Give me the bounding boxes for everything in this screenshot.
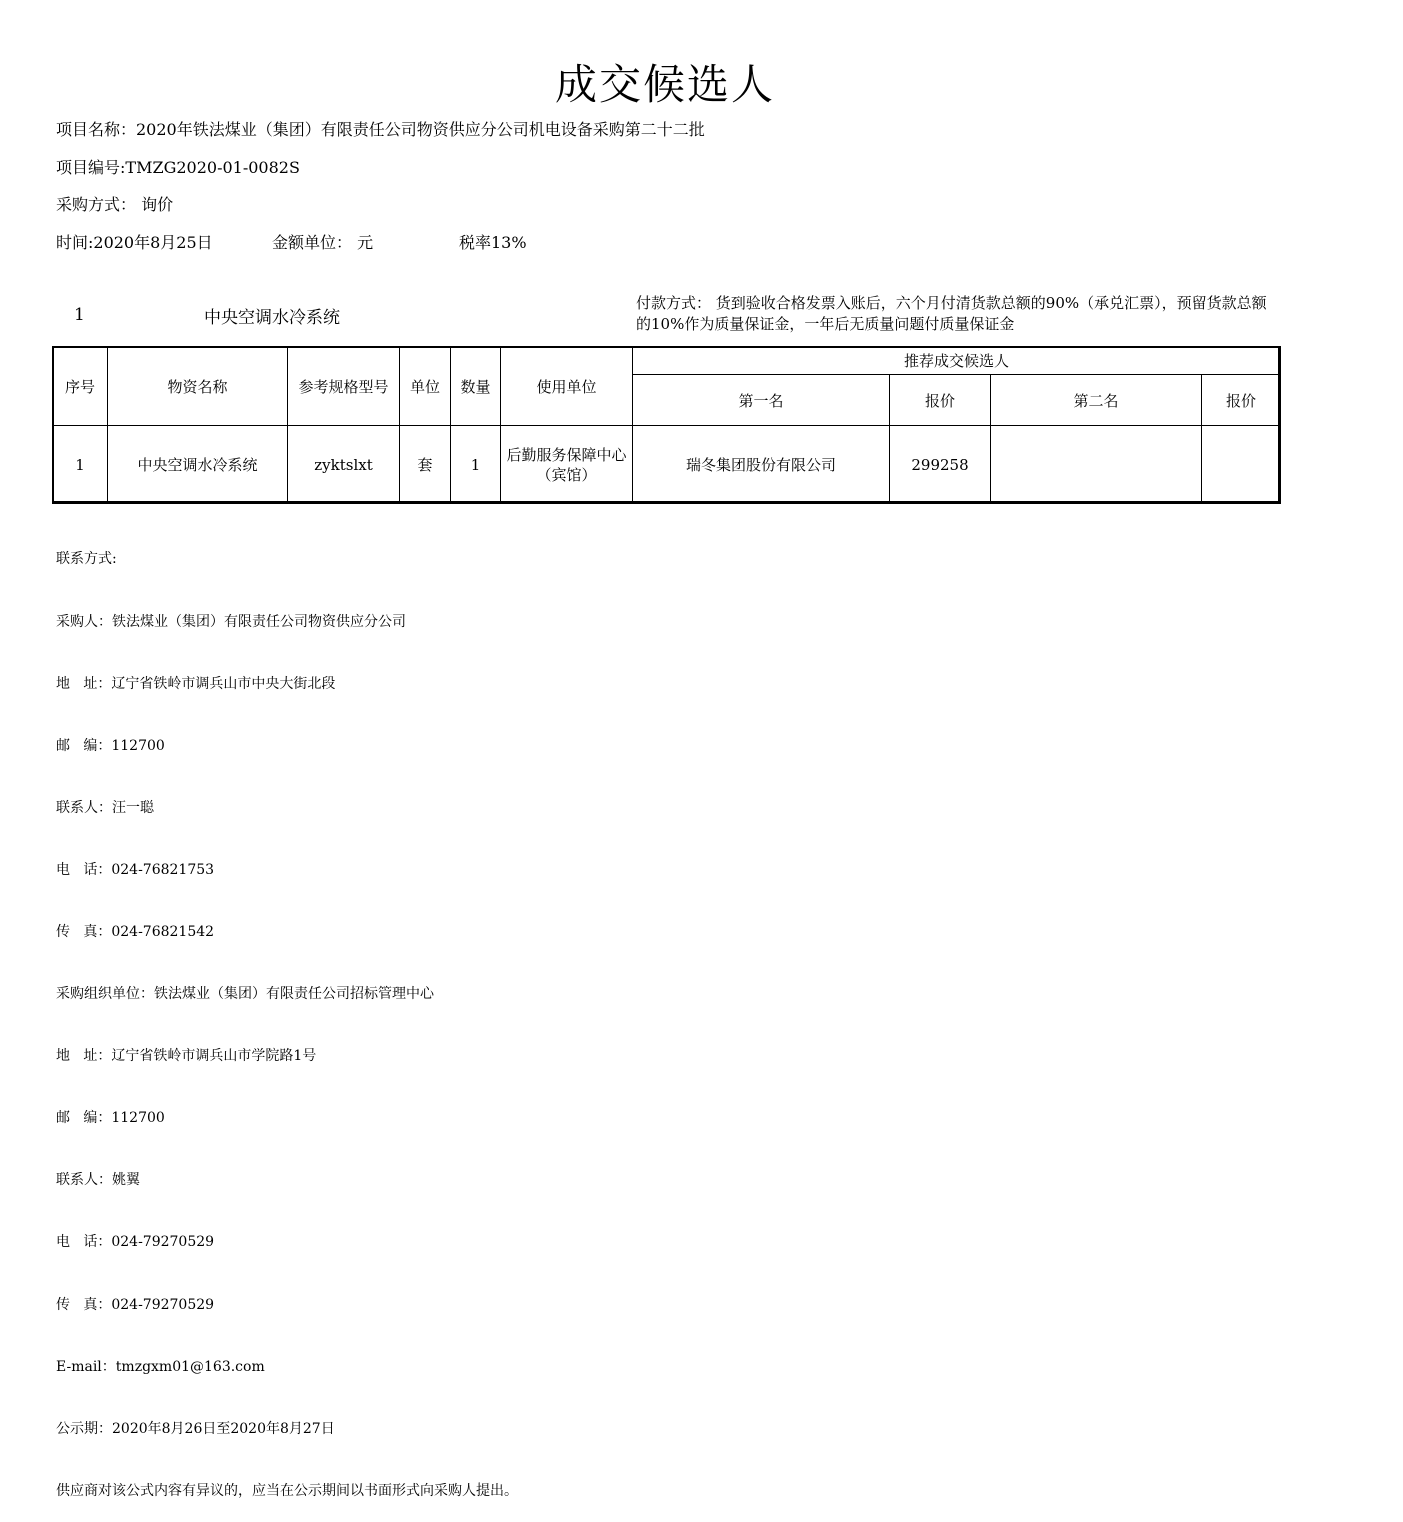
project-number: 项目编号:TMZG2020-01-0082S bbox=[56, 158, 300, 177]
agency: 采购组织单位：铁法煤业（集团）有限责任公司招标管理中心 bbox=[56, 986, 434, 1003]
cell-first: 瑞冬集团股份有限公司 bbox=[633, 426, 890, 504]
buyer: 采购人：铁法煤业（集团）有限责任公司物资供应分公司 bbox=[56, 613, 406, 630]
email: E-mail：tmzgxm01@163.com bbox=[56, 1358, 265, 1375]
contact-heading: 联系方式: bbox=[56, 551, 117, 568]
cell-user: 后勤服务保障中心（宾馆） bbox=[501, 426, 633, 504]
cell-second bbox=[991, 426, 1202, 504]
buyer-postcode: 邮 编：112700 bbox=[56, 737, 165, 754]
header-first: 第一名 bbox=[633, 375, 890, 426]
header-spec: 参考规格型号 bbox=[288, 347, 400, 426]
notice-period: 公示期：2020年8月26日至2020年8月27日 bbox=[56, 1420, 335, 1437]
header-second: 第二名 bbox=[991, 375, 1202, 426]
cell-spec: zyktslxt bbox=[288, 426, 400, 504]
payment-terms: 付款方式： 货到验收合格发票入账后，六个月付清货款总额的90%（承兑汇票），预留货款总额的10%作为质量保证金，一年后无质量问题付质量保证金 bbox=[636, 294, 1267, 333]
buyer-phone: 电 话：024-76821753 bbox=[56, 861, 215, 878]
agency-contact: 联系人：姚翼 bbox=[56, 1172, 140, 1189]
table-row bbox=[53, 426, 1281, 504]
page-title: 成交候选人 bbox=[554, 60, 775, 109]
header-user: 使用单位 bbox=[501, 347, 633, 426]
buyer-fax: 传 真：024-76821542 bbox=[56, 923, 215, 940]
header-seq: 序号 bbox=[53, 347, 108, 426]
agency-address: 地 址：辽宁省铁岭市调兵山市学院路1号 bbox=[56, 1048, 317, 1065]
header-recommended: 推荐成交候选人 bbox=[633, 347, 1281, 375]
project-name: 项目名称：2020年铁法煤业（集团）有限责任公司物资供应分公司机电设备采购第二十二批 bbox=[56, 120, 705, 139]
candidate-table bbox=[52, 346, 1281, 504]
header-unit: 单位 bbox=[400, 347, 451, 426]
buyer-contact: 联系人：汪一聪 bbox=[56, 799, 154, 816]
header-name: 物资名称 bbox=[108, 347, 288, 426]
header-qty: 数量 bbox=[451, 347, 501, 426]
header-price1: 报价 bbox=[890, 375, 991, 426]
header-price2: 报价 bbox=[1202, 375, 1281, 426]
cell-price1: 299258 bbox=[890, 426, 991, 504]
agency-phone: 电 话：024-79270529 bbox=[56, 1234, 215, 1251]
cell-qty: 1 bbox=[451, 426, 501, 504]
agency-fax: 传 真：024-79270529 bbox=[56, 1296, 215, 1313]
purchase-method: 采购方式： 询价 bbox=[56, 195, 174, 214]
objection-note: 供应商对该公式内容有异议的，应当在公示期间以书面形式向采购人提出。 bbox=[56, 1482, 518, 1499]
cell-seq: 1 bbox=[53, 426, 108, 504]
announcement-time: 时间:2020年8月25日 bbox=[56, 233, 213, 252]
section-index: 1 bbox=[74, 305, 85, 325]
tax-rate: 税率13% bbox=[459, 233, 527, 252]
cell-name: 中央空调水冷系统 bbox=[108, 426, 288, 504]
currency-unit: 金额单位： 元 bbox=[272, 233, 374, 252]
contact-block bbox=[56, 508, 518, 1522]
buyer-address: 地 址：辽宁省铁岭市调兵山市中央大街北段 bbox=[56, 675, 336, 692]
cell-price2 bbox=[1202, 426, 1281, 504]
cell-unit: 套 bbox=[400, 426, 451, 504]
agency-postcode: 邮 编：112700 bbox=[56, 1110, 165, 1127]
section-name: 中央空调水冷系统 bbox=[204, 308, 340, 328]
